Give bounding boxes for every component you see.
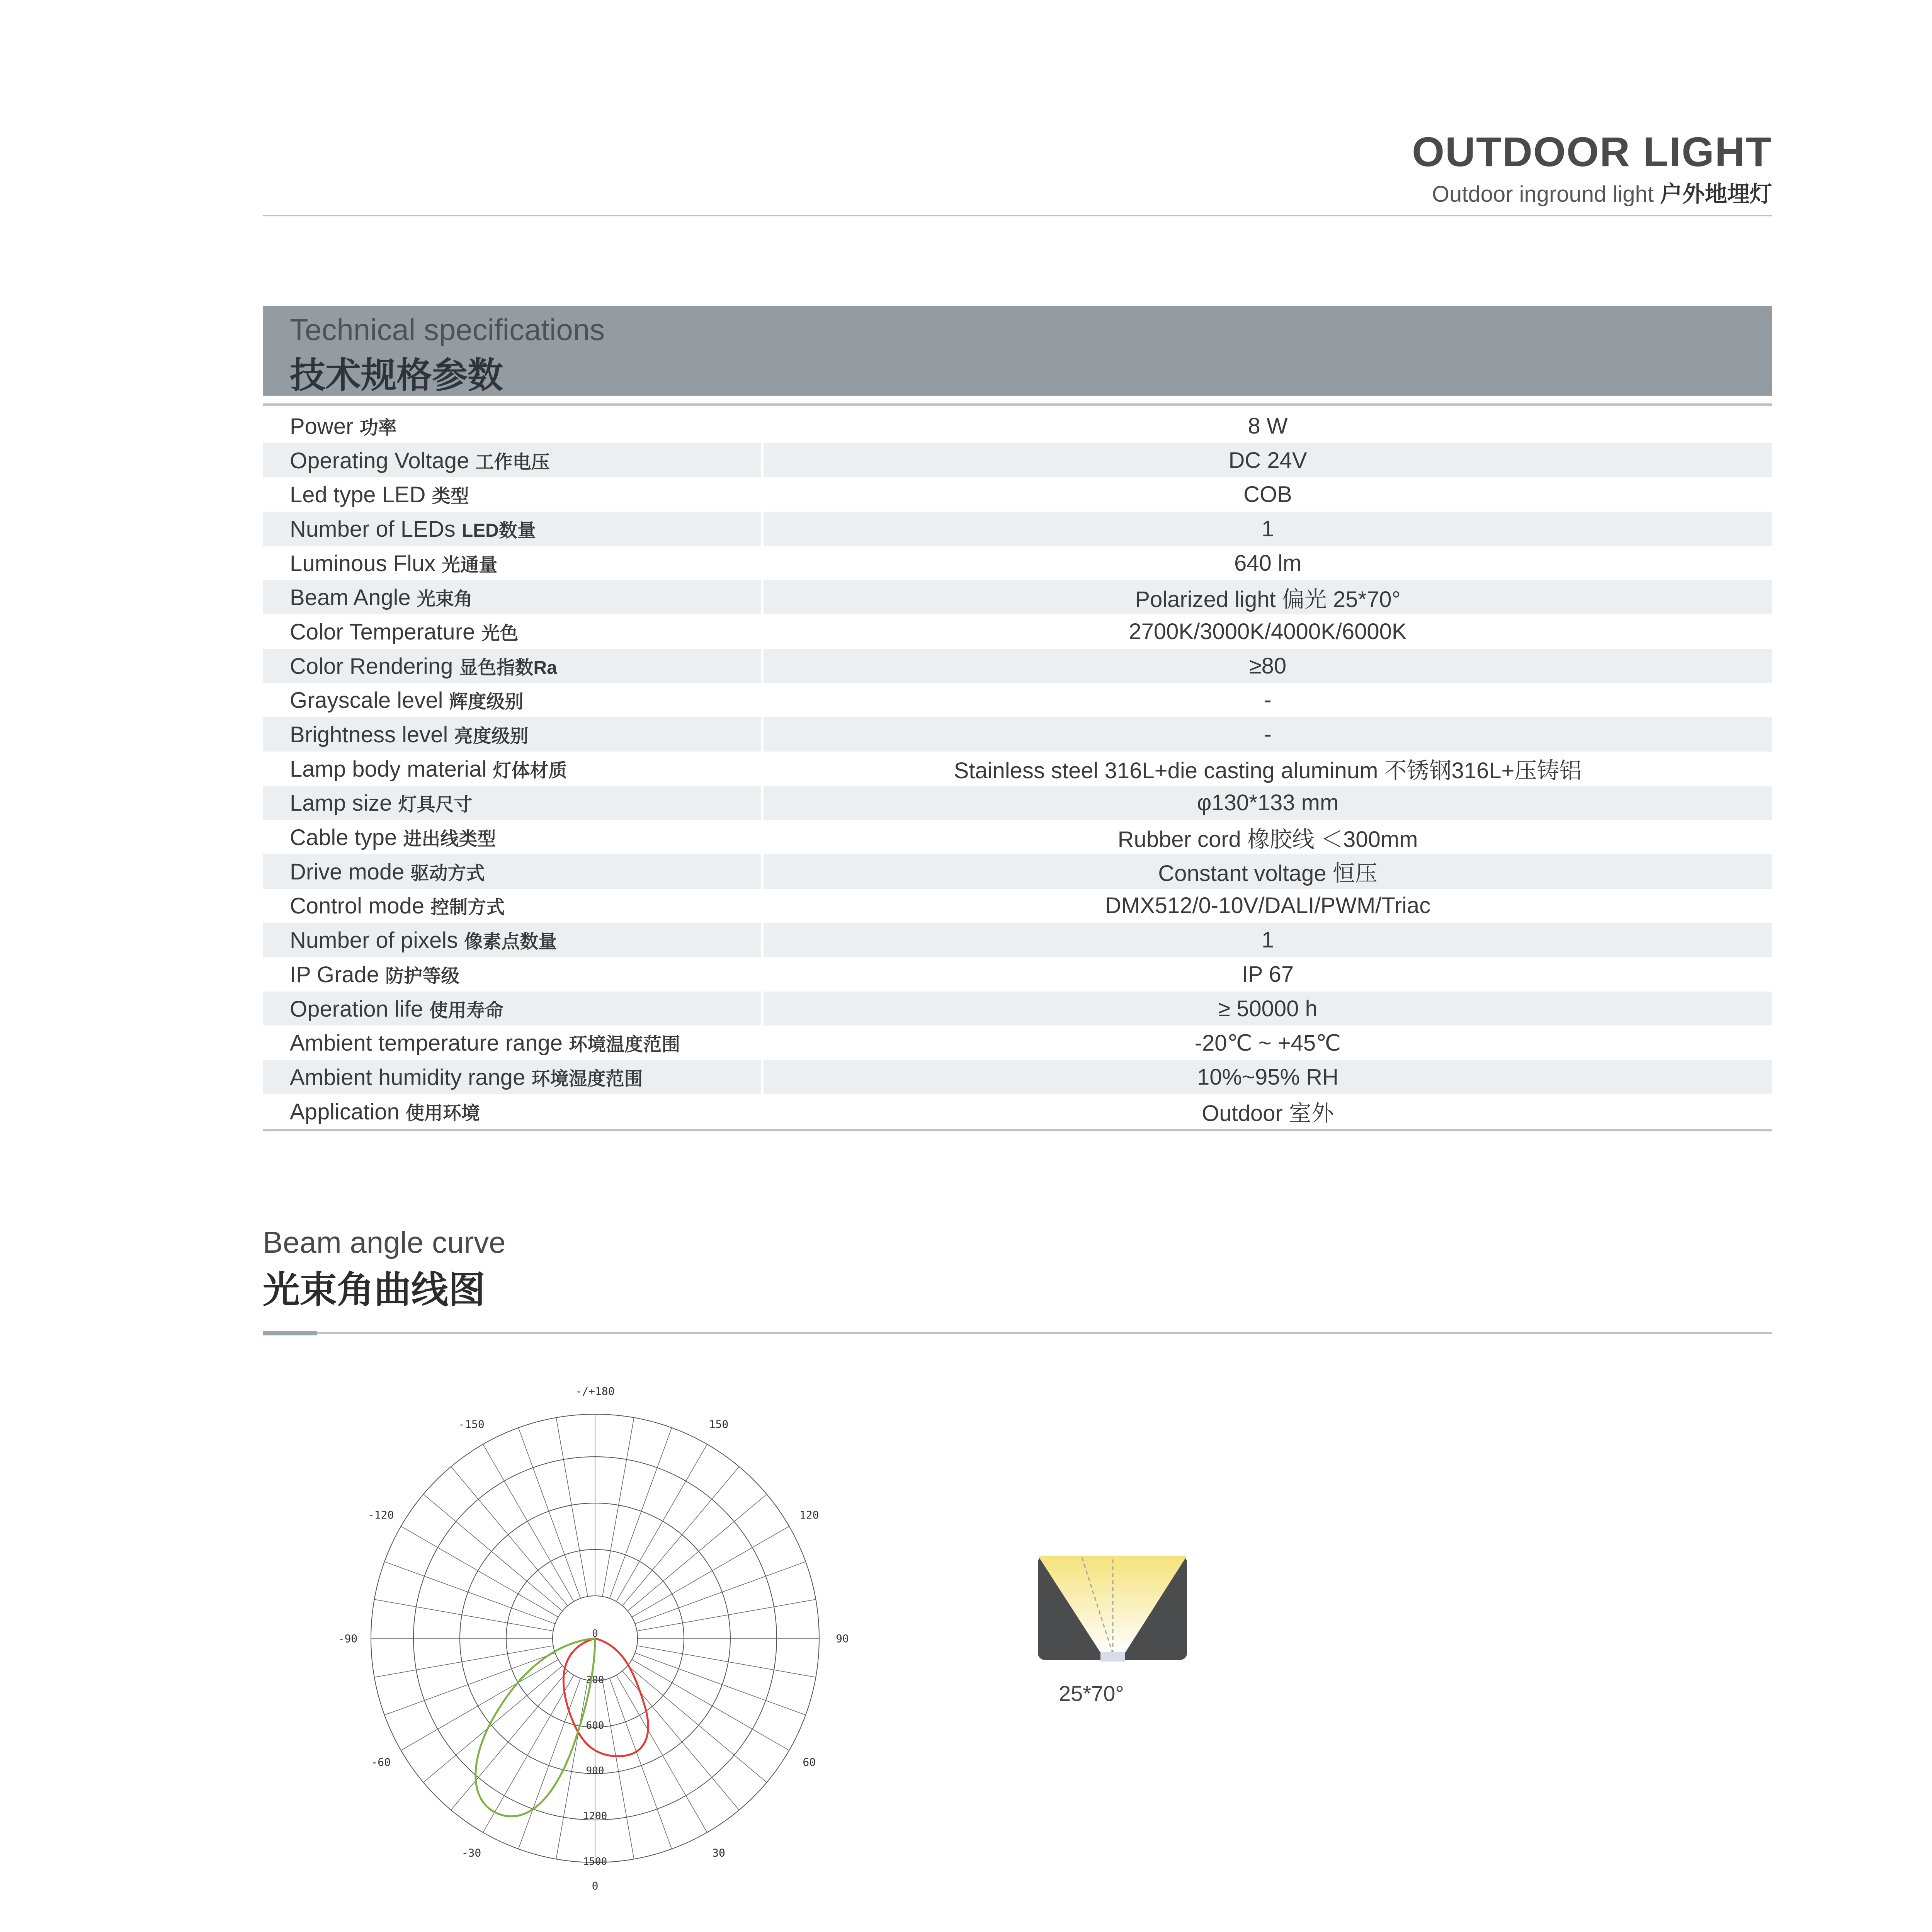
spec-label-cn: 光通量 (442, 554, 498, 575)
spec-value: Rubber cord 橡胶线 ＜300mm (1117, 827, 1418, 852)
spec-label-cn: 环境温度范围 (569, 1034, 680, 1055)
spec-row (263, 614, 1772, 649)
spec-label (263, 477, 762, 512)
spec-value: 1 (762, 923, 1772, 957)
spec-row (263, 752, 1772, 786)
spec-label (263, 992, 762, 1026)
spec-row (263, 717, 1772, 752)
spec-label-en: Cable type (290, 825, 397, 850)
spec-label-en: Operating Voltage (290, 448, 469, 473)
spec-label-en: Color Temperature (290, 619, 475, 645)
spec-value: ≥80 (762, 649, 1772, 683)
spec-label-cn: 类型 (432, 486, 469, 507)
polar-angle-label: 150 (709, 1418, 729, 1431)
polar-spoke (602, 1418, 634, 1597)
spec-label (263, 443, 762, 478)
spec-top-rule (263, 403, 1772, 406)
beam-heading-cn: 光束角曲线图 (263, 1269, 485, 1311)
polar-radial-label: 1200 (583, 1810, 607, 1822)
spec-label (263, 752, 762, 786)
subtitle-en: Outdoor inground light (1432, 182, 1654, 207)
spec-label-cn: 环境湿度范围 (531, 1068, 643, 1089)
polar-spoke (610, 1428, 672, 1599)
spec-label-cn: 驱动方式 (410, 863, 485, 884)
polar-radial-label: 300 (586, 1674, 604, 1686)
spec-value: 8 W (1248, 413, 1288, 439)
spec-value: - (762, 717, 1772, 752)
spec-label (263, 786, 762, 820)
spec-row (263, 1026, 1772, 1060)
polar-angle-label: -30 (461, 1846, 481, 1859)
page-header-subtitle (1432, 176, 1772, 208)
spec-label-cn: 控制方式 (430, 897, 505, 918)
spec-label (263, 717, 762, 752)
polar-spoke (451, 1467, 568, 1606)
spec-label-en: Lamp body material (290, 756, 487, 782)
spec-row (263, 820, 1772, 854)
spec-row (263, 477, 1772, 512)
polar-radial-label: 0 (592, 1628, 598, 1639)
spec-row (263, 546, 1772, 580)
spec-value: - (1264, 687, 1272, 713)
spec-row (263, 649, 1772, 683)
polar-spoke (628, 1494, 767, 1611)
spec-label (263, 923, 762, 957)
polar-spoke (602, 1680, 634, 1859)
spec-value: 2700K/3000K/4000K/6000K (1129, 619, 1407, 644)
spec-bottom-rule (263, 1129, 1772, 1131)
polar-beam-chart (340, 1376, 866, 1893)
polar-angle-label: 90 (836, 1632, 849, 1645)
spec-row (263, 957, 1772, 992)
polar-spoke (622, 1467, 739, 1606)
spec-value: φ130*133 mm (762, 786, 1772, 820)
polar-spoke (401, 1660, 558, 1750)
spec-table (263, 409, 1772, 1128)
spec-label (263, 889, 762, 923)
spec-label (263, 1026, 762, 1060)
polar-spoke (610, 1678, 672, 1849)
spec-row (263, 1060, 1772, 1094)
polar-angle-label: 120 (799, 1509, 819, 1521)
spec-label-cn: 辉度级别 (449, 692, 524, 713)
spec-label-cn: 显色指数Ra (459, 657, 557, 678)
spec-label (263, 820, 762, 854)
polar-angle-label: -60 (371, 1756, 391, 1769)
spec-label (263, 957, 762, 992)
spec-label-cn: 亮度级别 (454, 726, 529, 747)
beam-shape-icon (1036, 1553, 1190, 1669)
spec-label-cn: 光色 (481, 623, 519, 644)
spec-value: Outdoor 室外 (1202, 1101, 1334, 1126)
spec-row (263, 512, 1772, 546)
polar-radial-label: 600 (586, 1720, 604, 1731)
polar-spoke (556, 1680, 588, 1859)
polar-spoke (632, 1526, 789, 1617)
spec-row (263, 443, 1772, 478)
spec-label-en: Brightness level (290, 722, 448, 748)
spec-label-en: Ambient temperature range (290, 1031, 563, 1056)
spec-row (263, 786, 1772, 820)
spec-label-cn: 灯具尺寸 (398, 794, 473, 815)
spec-value: Polarized light 偏光 25*70° (762, 580, 1772, 614)
spec-value: COB (1243, 482, 1292, 507)
spec-label-en: Color Rendering (290, 653, 453, 679)
spec-row (263, 580, 1772, 614)
spec-label (263, 614, 762, 649)
polar-spoke (556, 1418, 588, 1597)
spec-label-en: Application (290, 1099, 400, 1124)
page-header-title: OUTDOOR LIGHT (1412, 128, 1772, 175)
spec-value: DC 24V (762, 443, 1772, 478)
spec-label (263, 1060, 762, 1094)
spec-value: DMX512/0-10V/DALI/PWM/Triac (1105, 893, 1431, 918)
spec-label (263, 649, 762, 683)
spec-label-en: Luminous Flux (290, 551, 436, 576)
beam-divider-accent (263, 1331, 317, 1335)
spec-value: ≥ 50000 h (762, 992, 1772, 1026)
polar-spoke (635, 1653, 806, 1715)
spec-row (263, 992, 1772, 1026)
spec-row (263, 683, 1772, 718)
polar-spoke (616, 1444, 707, 1602)
spec-label (263, 580, 762, 614)
polar-angle-label: -150 (458, 1418, 485, 1431)
spec-label-en: Beam Angle (290, 585, 411, 611)
beam-angle-label: 25*70° (1059, 1681, 1124, 1706)
spec-label (263, 1094, 762, 1129)
spec-label-cn: 进出线类型 (403, 829, 496, 850)
polar-spoke (637, 1646, 816, 1677)
header-divider (263, 215, 1772, 216)
subtitle-cn: 户外地埋灯 (1660, 182, 1772, 207)
spec-label-cn: 防护等级 (385, 966, 460, 986)
spec-label-en: Led type LED (290, 482, 426, 508)
spec-label-cn: 工作电压 (475, 452, 550, 473)
polar-angle-label: 0 (592, 1879, 599, 1892)
spec-row (263, 1094, 1772, 1129)
polar-spoke (384, 1653, 555, 1715)
spec-label (263, 409, 762, 443)
spec-row (263, 854, 1772, 889)
polar-spoke (519, 1678, 581, 1849)
spec-label-en: Power (290, 413, 354, 439)
spec-value: 640 lm (1234, 550, 1302, 576)
spec-value: Constant voltage 恒压 (762, 854, 1772, 889)
polar-spoke (632, 1660, 789, 1750)
spec-label (263, 683, 762, 718)
spec-label (263, 512, 762, 546)
spec-label-en: Lamp size (290, 791, 392, 816)
spec-label-cn: 使用寿命 (429, 1000, 504, 1021)
polar-spoke (374, 1599, 553, 1631)
polar-spoke (483, 1675, 574, 1832)
spec-label-en: Drive mode (290, 859, 405, 884)
spec-value: 1 (762, 512, 1772, 546)
spec-value: -20℃ ~ +45℃ (1194, 1030, 1341, 1056)
polar-spoke (423, 1666, 563, 1782)
spec-row (263, 923, 1772, 957)
beam-divider (263, 1332, 1772, 1334)
polar-spoke (635, 1562, 806, 1624)
polar-spoke (401, 1526, 558, 1617)
polar-angle-label: 60 (803, 1756, 816, 1769)
spec-label-cn: 功率 (359, 417, 397, 438)
polar-radial-label: 900 (586, 1765, 604, 1777)
beam-heading-en: Beam angle curve (263, 1225, 506, 1259)
polar-radial-label: 1500 (583, 1856, 607, 1867)
polar-spoke (519, 1428, 581, 1599)
spec-heading-en: Technical specifications (290, 313, 605, 347)
spec-row (263, 409, 1772, 443)
spec-label-cn: 灯体材质 (493, 760, 567, 781)
spec-heading-cn: 技术规格参数 (290, 356, 503, 395)
spec-label (263, 854, 762, 889)
polar-angle-label: -/+180 (575, 1385, 615, 1398)
polar-spoke (423, 1494, 563, 1611)
spec-label-cn: 使用环境 (405, 1103, 480, 1124)
spec-row (263, 889, 1772, 923)
spec-label-en: Ambient humidity range (290, 1065, 526, 1090)
spec-value: IP 67 (1242, 961, 1294, 987)
spec-label-en: Operation life (290, 996, 423, 1022)
spec-label-en: IP Grade (290, 962, 379, 987)
spec-label (263, 546, 762, 580)
spec-label-en: Number of LEDs (290, 516, 456, 542)
spec-label-cn: 光束角 (417, 589, 473, 610)
polar-angle-label: -90 (338, 1632, 358, 1645)
polar-angle-label: -120 (368, 1509, 394, 1521)
polar-spoke (384, 1562, 555, 1624)
polar-spoke (483, 1444, 574, 1602)
spec-label-cn: 像素点数量 (464, 932, 557, 952)
spec-value: 10%~95% RH (762, 1060, 1772, 1094)
spec-label-cn: LED数量 (461, 520, 536, 541)
spec-label-en: Grayscale level (290, 688, 443, 713)
polar-angle-label: 30 (712, 1846, 725, 1859)
spec-label-en: Control mode (290, 893, 425, 919)
polar-spoke (637, 1599, 816, 1631)
spec-label-en: Number of pixels (290, 928, 458, 953)
spec-value: Stainless steel 316L+die casting aluminum 不锈钢316L+压铸铝 (954, 758, 1582, 784)
